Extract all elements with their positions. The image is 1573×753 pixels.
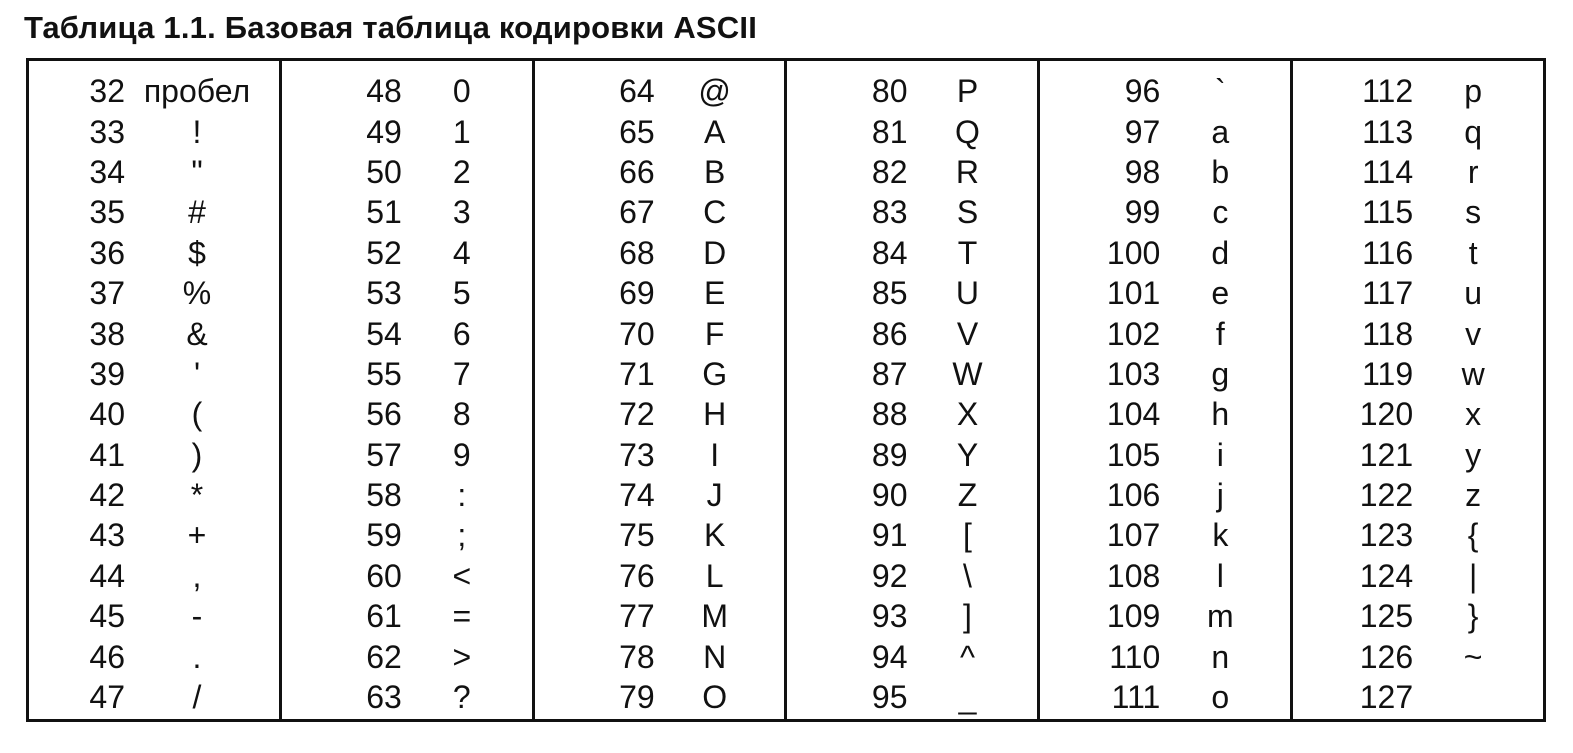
char-code: 86 [871, 315, 908, 352]
char-symbol: \ [963, 557, 972, 594]
table-row [1040, 515, 1290, 555]
table-row [282, 273, 532, 313]
char-symbol: ] [963, 598, 972, 635]
table-row [1040, 354, 1290, 394]
char-symbol: a [1211, 113, 1230, 150]
table-row [1040, 636, 1290, 676]
char-symbol: y [1465, 436, 1482, 473]
char-code: 101 [1106, 275, 1161, 312]
char-symbol: [ [963, 517, 972, 554]
table-row [1040, 313, 1290, 353]
char-symbol: u [1464, 275, 1483, 312]
char-code: 108 [1106, 557, 1161, 594]
table-row [1293, 394, 1543, 434]
char-code: 99 [1124, 194, 1161, 231]
table-row [535, 313, 785, 353]
char-symbol: n [1211, 638, 1230, 675]
char-symbol: ~ [1463, 638, 1483, 675]
char-code: 61 [366, 598, 402, 635]
char-symbol: U [955, 275, 980, 312]
table-row [1293, 596, 1543, 636]
char-code: 87 [871, 355, 908, 392]
char-code: 118 [1362, 315, 1414, 352]
table-row [282, 515, 532, 555]
table-row [535, 636, 785, 676]
char-code: 111 [1111, 679, 1161, 716]
char-symbol: M [701, 598, 728, 635]
table-row [1040, 596, 1290, 636]
table-row [29, 152, 279, 192]
char-symbol: | [1468, 557, 1478, 594]
char-symbol: ! [192, 113, 202, 150]
table-row [535, 475, 785, 515]
char-symbol: = [452, 598, 472, 635]
char-symbol: ; [457, 517, 467, 554]
char-code: 45 [89, 598, 125, 635]
table-column-4 [787, 61, 1040, 719]
table-row [29, 313, 279, 353]
char-symbol: O [702, 679, 728, 716]
table-row [1293, 677, 1543, 717]
char-symbol: J [706, 477, 723, 514]
char-code: 102 [1106, 315, 1161, 352]
table-row [787, 515, 1037, 555]
char-symbol: R [955, 153, 980, 190]
char-code: 40 [89, 396, 125, 433]
table-row [787, 233, 1037, 273]
table-row [1293, 273, 1543, 313]
char-symbol: 3 [452, 194, 471, 231]
table-row [282, 636, 532, 676]
table-row [787, 192, 1037, 232]
char-code: 54 [366, 315, 402, 352]
char-symbol: ' [193, 355, 201, 392]
char-code: 84 [871, 234, 908, 271]
char-symbol: h [1211, 396, 1230, 433]
table-row [535, 435, 785, 475]
char-code: 57 [366, 436, 402, 473]
char-symbol: " [191, 153, 203, 190]
char-symbol: r [1467, 153, 1479, 190]
char-symbol: Z [957, 477, 978, 514]
table-column-3 [535, 61, 788, 719]
table-row [29, 273, 279, 313]
char-code: 32 [89, 73, 125, 110]
char-symbol: 5 [452, 275, 471, 312]
char-code: 78 [619, 638, 655, 675]
table-row [535, 677, 785, 717]
char-code: 126 [1359, 638, 1414, 675]
char-code: 76 [619, 557, 655, 594]
char-code: 104 [1106, 396, 1161, 433]
char-symbol: e [1211, 275, 1230, 312]
char-code: 89 [871, 436, 908, 473]
char-code: 69 [619, 275, 655, 312]
char-code: 109 [1106, 598, 1161, 635]
char-symbol: } [1467, 598, 1479, 635]
table-row [787, 354, 1037, 394]
char-symbol: % [182, 275, 212, 312]
char-symbol: c [1212, 194, 1229, 231]
table-row [787, 435, 1037, 475]
char-symbol: * [190, 477, 204, 514]
char-code: 60 [366, 557, 402, 594]
table-row [1040, 677, 1290, 717]
char-code: 94 [871, 638, 908, 675]
char-symbol: v [1465, 315, 1482, 352]
table-column-1 [29, 61, 282, 719]
char-code: 42 [89, 477, 125, 514]
table-row [1293, 435, 1543, 475]
table-row [1293, 556, 1543, 596]
char-code: 81 [871, 113, 908, 150]
char-symbol: D [703, 234, 727, 271]
char-code: 120 [1359, 396, 1414, 433]
char-code: 107 [1106, 517, 1161, 554]
char-symbol: L [705, 557, 724, 594]
table-row [535, 192, 785, 232]
table-row [1293, 475, 1543, 515]
table-row [787, 636, 1037, 676]
char-code: 44 [89, 557, 125, 594]
char-symbol: T [957, 234, 978, 271]
char-code: 53 [366, 275, 402, 312]
table-row [535, 152, 785, 192]
char-symbol: < [452, 557, 472, 594]
table-row [282, 111, 532, 151]
table-row [282, 394, 532, 434]
char-code: 72 [619, 396, 655, 433]
char-code: 117 [1362, 275, 1414, 312]
table-row [29, 515, 279, 555]
char-code: 68 [619, 234, 655, 271]
char-symbol: 8 [452, 396, 471, 433]
table-row [282, 556, 532, 596]
char-code: 73 [619, 436, 655, 473]
char-code: 51 [366, 194, 402, 231]
char-symbol: - [191, 598, 203, 635]
table-row [535, 515, 785, 555]
char-code: 85 [871, 275, 908, 312]
table-column-5 [1040, 61, 1293, 719]
char-code: 43 [89, 517, 125, 554]
table-row [1040, 152, 1290, 192]
char-code: 103 [1106, 355, 1161, 392]
table-row [1040, 71, 1290, 111]
char-symbol: X [956, 396, 979, 433]
table-row [282, 192, 532, 232]
table-row [787, 273, 1037, 313]
table-row [1040, 556, 1290, 596]
char-code: 124 [1359, 557, 1414, 594]
table-row [535, 394, 785, 434]
char-code: 64 [619, 73, 655, 110]
char-symbol: ( [191, 396, 203, 433]
char-code: 35 [89, 194, 125, 231]
char-symbol: W [952, 355, 983, 392]
char-symbol: Y [956, 436, 979, 473]
char-symbol: q [1464, 113, 1483, 150]
char-symbol: K [703, 517, 726, 554]
char-code: 123 [1359, 517, 1414, 554]
table-row [1040, 394, 1290, 434]
table-row [1293, 636, 1543, 676]
char-symbol: B [703, 153, 726, 190]
table-row [787, 313, 1037, 353]
table-row [1293, 111, 1543, 151]
char-symbol: s [1465, 194, 1482, 231]
char-symbol: ? [452, 679, 471, 716]
char-symbol: # [188, 194, 206, 231]
table-row [29, 677, 279, 717]
table-row [282, 71, 532, 111]
char-symbol: j [1216, 477, 1224, 514]
table-row [29, 233, 279, 273]
char-code: 41 [89, 436, 125, 473]
char-symbol: H [703, 396, 727, 433]
char-code: 77 [619, 598, 655, 635]
char-symbol: _ [958, 679, 977, 716]
table-caption: Таблица 1.1. Базовая таблица кодировки ASCII [24, 10, 758, 45]
table-row [787, 677, 1037, 717]
char-symbol: l [1216, 557, 1224, 594]
char-code: 119 [1362, 355, 1414, 392]
char-code: 106 [1106, 477, 1161, 514]
char-code: 93 [871, 598, 908, 635]
char-code: 47 [89, 679, 125, 716]
char-symbol: V [956, 315, 979, 352]
char-code: 114 [1362, 153, 1414, 190]
table-row [1293, 233, 1543, 273]
table-row [29, 394, 279, 434]
table-row [29, 596, 279, 636]
table-row [282, 152, 532, 192]
char-symbol: b [1211, 153, 1230, 190]
char-symbol: F [704, 315, 725, 352]
char-symbol: p [1464, 73, 1483, 110]
char-symbol: пробел [143, 73, 251, 110]
char-code: 112 [1362, 73, 1414, 110]
table-row [1040, 111, 1290, 151]
char-code: 113 [1362, 113, 1414, 150]
table-column-6 [1293, 61, 1543, 719]
table-row [29, 475, 279, 515]
char-symbol: A [703, 113, 726, 150]
table-row [282, 354, 532, 394]
table-row [29, 636, 279, 676]
table-row [282, 313, 532, 353]
char-symbol: Q [955, 113, 980, 150]
char-code: 115 [1362, 194, 1414, 231]
char-symbol: g [1211, 355, 1230, 392]
table-row [535, 556, 785, 596]
char-code: 105 [1106, 436, 1161, 473]
char-code: 71 [619, 355, 655, 392]
char-code: 62 [366, 638, 402, 675]
char-symbol: & [186, 315, 208, 352]
char-code: 75 [619, 517, 655, 554]
table-row [535, 273, 785, 313]
char-code: 55 [366, 355, 402, 392]
char-code: 110 [1109, 638, 1161, 675]
char-symbol: + [187, 517, 207, 554]
char-symbol: m [1206, 598, 1234, 635]
char-code: 52 [366, 234, 402, 271]
char-code: 125 [1359, 598, 1414, 635]
char-symbol: z [1465, 477, 1482, 514]
char-symbol: I [710, 436, 720, 473]
char-symbol: 7 [452, 355, 471, 392]
table-row [282, 596, 532, 636]
char-code: 121 [1359, 436, 1414, 473]
char-code: 56 [366, 396, 402, 433]
table-row [787, 596, 1037, 636]
table-row [535, 354, 785, 394]
char-symbol: i [1216, 436, 1224, 473]
char-code: 48 [366, 73, 402, 110]
table-row [29, 71, 279, 111]
char-symbol: E [703, 275, 726, 312]
table-row [29, 435, 279, 475]
char-code: 98 [1124, 153, 1161, 190]
char-symbol: , [192, 557, 202, 594]
char-symbol: 6 [452, 315, 471, 352]
char-symbol: w [1461, 355, 1485, 392]
table-row [787, 475, 1037, 515]
table-row [535, 596, 785, 636]
ascii-table [26, 58, 1546, 722]
char-code: 122 [1359, 477, 1414, 514]
table-row [787, 111, 1037, 151]
char-code: 38 [89, 315, 125, 352]
char-code: 97 [1124, 113, 1161, 150]
char-symbol: ^ [959, 638, 975, 675]
char-code: 33 [89, 113, 125, 150]
char-symbol: 9 [452, 436, 471, 473]
table-row [1293, 71, 1543, 111]
char-code: 49 [366, 113, 402, 150]
table-row [282, 475, 532, 515]
char-symbol: / [192, 679, 202, 716]
char-code: 34 [89, 153, 125, 190]
table-row [1293, 354, 1543, 394]
char-symbol: G [702, 355, 728, 392]
char-symbol: P [956, 73, 979, 110]
char-code: 80 [871, 73, 908, 110]
char-code: 37 [89, 275, 125, 312]
table-row [1040, 435, 1290, 475]
char-symbol: ` [1214, 73, 1226, 110]
char-code: 116 [1362, 234, 1414, 271]
char-symbol: $ [188, 234, 206, 271]
char-symbol: 4 [452, 234, 471, 271]
char-code: 65 [619, 113, 655, 150]
char-code: 83 [871, 194, 908, 231]
char-code: 67 [619, 194, 655, 231]
char-code: 66 [619, 153, 655, 190]
table-row [1040, 475, 1290, 515]
table-column-2 [282, 61, 535, 719]
char-code: 58 [366, 477, 402, 514]
table-row [787, 556, 1037, 596]
table-row [535, 71, 785, 111]
char-symbol: @ [698, 73, 731, 110]
char-symbol: { [1467, 517, 1479, 554]
char-symbol: 0 [452, 73, 471, 110]
char-code: 79 [619, 679, 655, 716]
char-symbol: 2 [452, 153, 471, 190]
char-code: 59 [366, 517, 402, 554]
char-code: 63 [366, 679, 402, 716]
char-code: 50 [366, 153, 402, 190]
char-symbol: f [1215, 315, 1225, 352]
table-row [787, 152, 1037, 192]
char-symbol: > [452, 638, 472, 675]
char-symbol: t [1468, 234, 1478, 271]
char-code: 100 [1106, 234, 1161, 271]
char-code: 96 [1124, 73, 1161, 110]
char-symbol: x [1465, 396, 1482, 433]
char-symbol: d [1211, 234, 1230, 271]
char-code: 46 [89, 638, 125, 675]
char-symbol: ) [191, 436, 203, 473]
table-row [535, 233, 785, 273]
char-symbol: : [457, 477, 467, 514]
table-row [29, 111, 279, 151]
table-row [282, 233, 532, 273]
char-code: 70 [619, 315, 655, 352]
table-row [29, 354, 279, 394]
char-code: 88 [871, 396, 908, 433]
table-row [787, 394, 1037, 434]
char-symbol: . [192, 638, 202, 675]
table-row [282, 677, 532, 717]
char-code: 39 [89, 355, 125, 392]
char-symbol: k [1212, 517, 1229, 554]
char-code: 95 [871, 679, 908, 716]
char-code: 74 [619, 477, 655, 514]
char-code: 92 [871, 557, 908, 594]
char-code: 127 [1359, 679, 1414, 716]
char-code: 91 [871, 517, 908, 554]
table-row [1293, 313, 1543, 353]
table-row [1293, 152, 1543, 192]
table-row [1040, 192, 1290, 232]
table-row [29, 192, 279, 232]
char-symbol: 1 [452, 113, 471, 150]
table-row [1293, 515, 1543, 555]
char-code: 36 [89, 234, 125, 271]
table-row [535, 111, 785, 151]
char-code: 82 [871, 153, 908, 190]
char-symbol: C [703, 194, 727, 231]
char-symbol: S [956, 194, 979, 231]
char-symbol: o [1211, 679, 1230, 716]
table-row [1040, 273, 1290, 313]
table-row [29, 556, 279, 596]
char-symbol: N [703, 638, 727, 675]
char-code: 90 [871, 477, 908, 514]
table-row [1293, 192, 1543, 232]
table-row [787, 71, 1037, 111]
table-row [1040, 233, 1290, 273]
table-row [282, 435, 532, 475]
